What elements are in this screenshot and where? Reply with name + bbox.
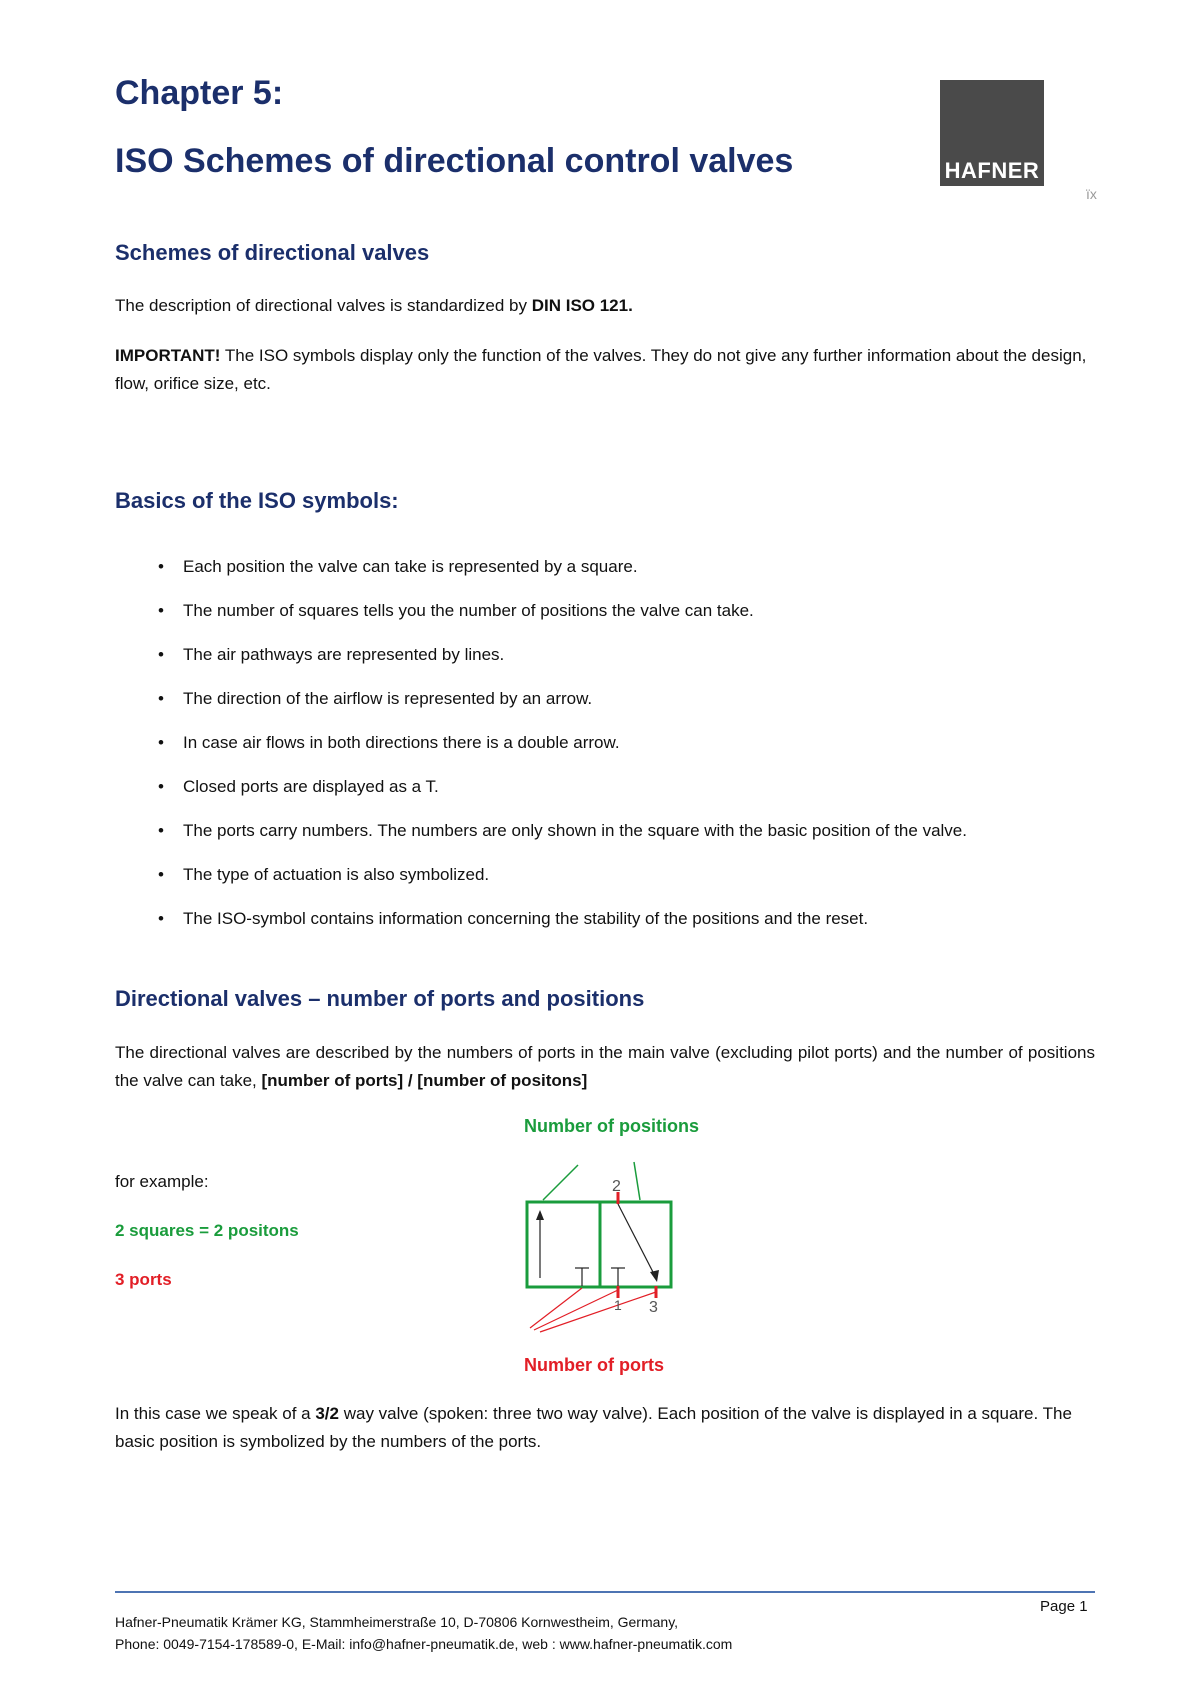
right-flow-line — [618, 1204, 655, 1276]
bullet-item: • The ports carry numbers. The numbers are only shown in the square with the basic position of the valve. — [115, 820, 1115, 864]
hafner-logo — [940, 80, 1044, 186]
valve-explanation-b: way valve (spoken: three two way valve). Each position of the valve is displayed in a square. The basic position is symbolized by the numbers of the ports. — [115, 1404, 1072, 1451]
right-arrow-head — [650, 1270, 659, 1282]
basics-bullet-list — [115, 556, 1115, 952]
ports-positions-formula: [number of ports] / [number of positons] — [261, 1071, 588, 1090]
bullet-item: • The type of actuation is also symbolized. — [115, 864, 1115, 908]
valve-position-square-right — [600, 1202, 671, 1287]
important-paragraph — [115, 342, 1095, 398]
bullet-item: • The air pathways are represented by lines. — [115, 644, 1115, 688]
chapter-label: Chapter 5: — [115, 74, 284, 112]
page-number: Page 1 — [1040, 1598, 1088, 1615]
valve-explanation-paragraph — [115, 1400, 1095, 1456]
logo-text: HAFNER — [944, 158, 1040, 183]
valve-explanation-a: In this case we speak of a — [115, 1404, 316, 1423]
ports-pointer-1 — [530, 1288, 582, 1328]
din-iso-paragraph — [115, 292, 633, 320]
ports-positions-paragraph — [115, 1039, 1095, 1095]
section-heading-schemes: Schemes of directional valves — [115, 240, 430, 265]
ports-positions-text: The directional valves are described by the numbers of ports in the main valve (excluding pilot ports) and the number of positions the valve can take, — [115, 1043, 1095, 1090]
valve-designation: 3/2 — [315, 1404, 339, 1423]
page-title: ISO Schemes of directional control valves — [115, 142, 794, 180]
for-example-label: for example: — [115, 1172, 209, 1191]
bullet-item: • The ISO-symbol contains information concerning the stability of the positions and the reset. — [115, 908, 1115, 952]
valve-position-square-left — [527, 1202, 600, 1287]
bullet-item: • The number of squares tells you the number of positions the valve can take. — [115, 600, 1115, 644]
important-text: The ISO symbols display only the function of the valves. They do not give any further information about the design, flow, orifice size, etc. — [115, 346, 1087, 393]
port-number-3: 3 — [649, 1299, 658, 1316]
squares-positions-label: 2 squares = 2 positons — [115, 1221, 299, 1240]
bullet-item: • The direction of the airflow is represented by an arrow. — [115, 688, 1115, 732]
section-heading-basics: Basics of the ISO symbols: — [115, 488, 399, 513]
important-label: IMPORTANT! — [115, 346, 221, 365]
left-arrow-head — [536, 1210, 544, 1220]
positions-pointer-left — [543, 1165, 578, 1200]
din-iso-text: The description of directional valves is standardized by — [115, 296, 532, 315]
section-heading-ports-positions: Directional valves – number of ports and positions — [115, 986, 645, 1011]
number-of-positions-label: Number of positions — [524, 1116, 699, 1136]
positions-pointer-right — [634, 1162, 640, 1200]
port-number-1: 1 — [614, 1297, 622, 1313]
port-number-2: 2 — [612, 1178, 621, 1195]
footer-line-2: Phone: 0049-7154-178589-0, E-Mail: info@hafner-pneumatik.de, web : www.hafner-pneumatik.com — [115, 1636, 733, 1652]
footer-line-1: Hafner-Pneumatik Krämer KG, Stammheimerstraße 10, D-70806 Kornwestheim, Germany, — [115, 1614, 679, 1630]
number-of-ports-label: Number of ports — [524, 1355, 665, 1375]
valve-3-2-diagram — [510, 1160, 710, 1335]
din-iso-standard: DIN ISO 121. — [531, 296, 633, 315]
bullet-item: • Closed ports are displayed as a T. — [115, 776, 1115, 820]
ports-count-label: 3 ports — [115, 1270, 172, 1289]
bullet-item: • Each position the valve can take is represented by a square. — [115, 556, 1115, 600]
logo-mark: ïx — [1086, 186, 1097, 202]
ports-pointer-3 — [540, 1292, 656, 1332]
footer-address — [115, 1611, 732, 1655]
footer-divider — [115, 1591, 1095, 1593]
bullet-item: • In case air flows in both directions there is a double arrow. — [115, 732, 1115, 776]
